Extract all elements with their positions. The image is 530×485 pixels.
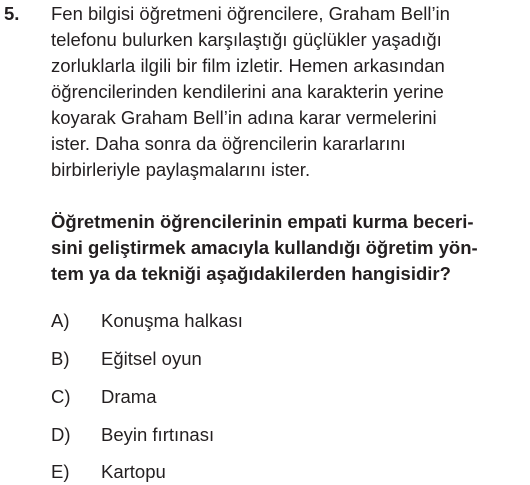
option-e[interactable] [51,460,351,484]
stem-line: ister. Daha sonra da öğrencilerin kararlarını [51,133,406,154]
stem-line: öğrencilerinden kendilerini ana karakterin yerine [51,81,444,102]
prompt-line: sini geliştirmek amacıyla kullandığı öğretim yön- [51,237,478,258]
question-number: 5. [4,3,20,24]
stem-line: birbirleriyle paylaşmalarını ister. [51,159,311,180]
stem-line: koyarak Graham Bell’in adına karar vermelerini [51,107,437,128]
option-letter: D) [51,424,71,445]
prompt-line: tem ya da tekniği aşağıdakilerden hangisidir? [51,263,451,284]
option-letter: A) [51,310,70,331]
option-letter: E) [51,461,70,482]
option-text: Beyin fırtınası [101,424,215,445]
option-text: Konuşma halkası [101,310,243,331]
option-letter: B) [51,348,70,369]
option-c[interactable] [51,385,351,409]
option-text: Drama [101,386,157,407]
stem-line: Fen bilgisi öğretmeni öğrencilere, Graham Bell’in [51,3,450,24]
stem-line: zorluklarla ilgili bir film izletir. Hemen arkasından [51,55,445,76]
option-text: Kartopu [101,461,166,482]
stem-line: telefonu bulurken karşılaştığı güçlükler yaşadığı [51,29,442,50]
option-letter: C) [51,386,71,407]
option-a[interactable] [51,309,351,333]
option-text: Eğitsel oyun [101,348,202,369]
prompt-line: Öğretmenin öğrencilerinin empati kurma beceri- [51,211,474,232]
option-b[interactable] [51,347,351,371]
option-d[interactable] [51,423,351,447]
